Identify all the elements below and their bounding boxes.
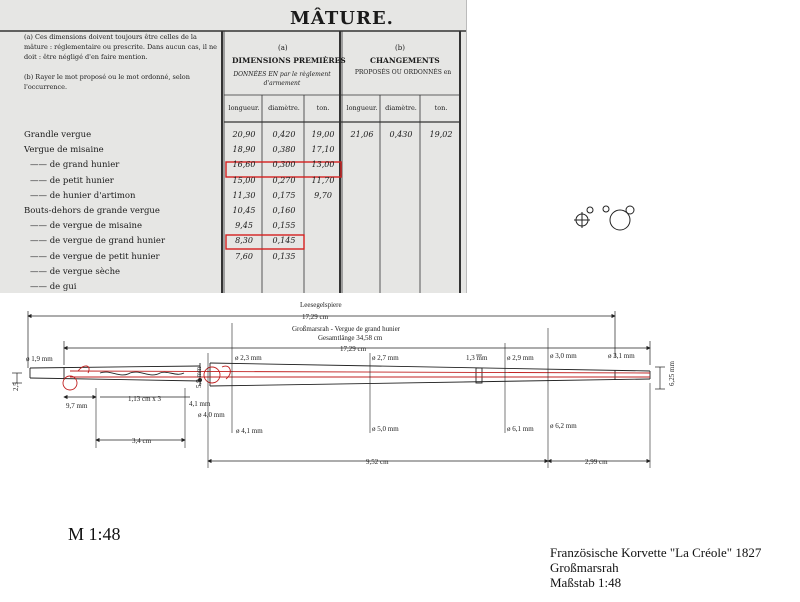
row-label: —— de hunier d'artimon [30, 190, 136, 201]
column-header: diamètre. [385, 104, 417, 112]
d34: 3,4 cm [132, 437, 152, 445]
group1-mark: (a) [278, 44, 288, 52]
d13: 1,3 mm [466, 354, 488, 362]
row-label: Grandle vergue [24, 130, 92, 140]
row-cell: 0,270 [272, 175, 296, 185]
group2-title: CHANGEMENTS [370, 56, 440, 65]
scale-label: M 1:48 [68, 524, 121, 544]
group1-title: DIMENSIONS PREMIÈRES [232, 56, 346, 65]
row-label: —— de petit hunier [30, 175, 114, 186]
row-label: Bouts-dehors de grande vergue [24, 206, 160, 216]
row-cell: 0,155 [272, 221, 296, 231]
group2-sub: PROPOSÉS OU ORDONNÉS en [354, 69, 452, 76]
column-header: longueur. [346, 104, 378, 112]
group2-mark: (b) [395, 44, 405, 52]
leesegel-label: Leesegelspiere [300, 301, 342, 309]
row-cell: 9,45 [235, 221, 253, 231]
caption-line-2: Großmarsrah [550, 560, 619, 575]
row-cell: 8,30 [235, 236, 253, 246]
ring-fittings [560, 195, 660, 245]
yard-drawing [0, 293, 800, 493]
leesegel-len: 17,29 cm [302, 313, 329, 321]
row-cell: 17,10 [311, 145, 335, 155]
d299: 2,99 cm [585, 458, 608, 466]
row-label: —— de vergue de grand hunier [30, 236, 166, 247]
half-len: 17,29 cm [340, 345, 367, 353]
row-cell: 20,90 [232, 130, 256, 139]
row-cell: 19,00 [311, 130, 335, 139]
row-cell: 16,60 [232, 160, 256, 170]
row-cell: 0,430 [389, 130, 413, 139]
row-cell: 9,70 [314, 190, 332, 200]
row-label: —— de vergue sèche [30, 266, 121, 277]
row-cell: 15,00 [232, 175, 256, 185]
d97: 9,7 mm [66, 402, 88, 410]
row-cell: 21,06 [350, 130, 374, 139]
row-label: —— de vergue de petit hunier [30, 251, 160, 262]
row-cell: 0,160 [272, 206, 296, 215]
d952: 9,52 cm [366, 458, 389, 466]
d25: 2,5 [12, 382, 20, 391]
d62: ø 6,2 mm [550, 422, 577, 430]
d41b: 4,1 mm [189, 400, 211, 408]
d29: ø 2,9 mm [507, 354, 534, 362]
column-header: ton. [434, 104, 448, 112]
yard-outline [30, 363, 650, 386]
total-len: Gesamtlänge 34,58 cm [318, 334, 383, 342]
row-cell: 0,420 [272, 130, 296, 139]
d31: ø 3,1 mm [608, 352, 635, 360]
d625: 6,25 mm [668, 361, 676, 386]
row-label: Vergue de misaine [24, 145, 104, 156]
column-header: diamètre. [268, 104, 300, 112]
d41: ø 4,1 mm [236, 427, 263, 435]
row-cell: 11,30 [232, 190, 256, 200]
yard-label: Großmarsrah - Vergue de grand hunier [292, 325, 401, 333]
row-cell: 19,02 [429, 130, 453, 139]
scan-note-a: (a) Ces dimensions doivent toujours être celles de la mâture : réglementaire ou prescrite. Dans aucun cas, il ne doit : être négligé d'en faire mention. [24, 33, 218, 61]
scanned-mature-table [0, 0, 467, 293]
d27: ø 2,7 mm [372, 354, 399, 362]
scan-note-b: (b) Rayer le mot proposé ou le mot ordonné, selon l'occurrence. [24, 73, 190, 91]
caption [550, 545, 761, 590]
row-cell: 13,00 [311, 160, 335, 170]
d19: ø 1,9 mm [26, 355, 53, 363]
row-cell: 0,300 [272, 160, 296, 170]
column-header: ton. [316, 104, 330, 112]
row-cell: 0,175 [272, 190, 296, 200]
row-cell: 0,380 [272, 145, 296, 155]
d59: 5,9 mm [195, 366, 203, 388]
row-cell: 11,70 [311, 175, 335, 185]
group1-sub: DONNÉES EN par le règlement d'armement [233, 71, 331, 87]
d61: ø 6,1 mm [507, 425, 534, 433]
scan-title: MÂTURE. [290, 8, 394, 29]
column-header: longueur. [228, 104, 260, 112]
row-label: —— de vergue de misaine [30, 221, 143, 232]
d40: ø 4,0 mm [198, 411, 225, 419]
row-cell: 10,45 [232, 206, 256, 215]
row-cell: 0,135 [272, 251, 296, 261]
row-cell: 0,145 [272, 236, 296, 246]
d30: ø 3,0 mm [550, 352, 577, 360]
d23: ø 2,3 mm [235, 354, 262, 362]
caption-line-3: Maßstab 1:48 [550, 575, 622, 590]
row-cell: 18,90 [232, 145, 256, 155]
caption-line-1: Französische Korvette "La Créole" 1827 [550, 545, 762, 560]
d113: 1,13 cm x 3 [128, 395, 162, 403]
row-label: —— de gui [30, 282, 77, 292]
row-cell: 7,60 [235, 251, 253, 261]
d50: ø 5,0 mm [372, 425, 399, 433]
yard-drawing-svg [0, 293, 800, 493]
row-label: —— de grand hunier [30, 160, 120, 171]
